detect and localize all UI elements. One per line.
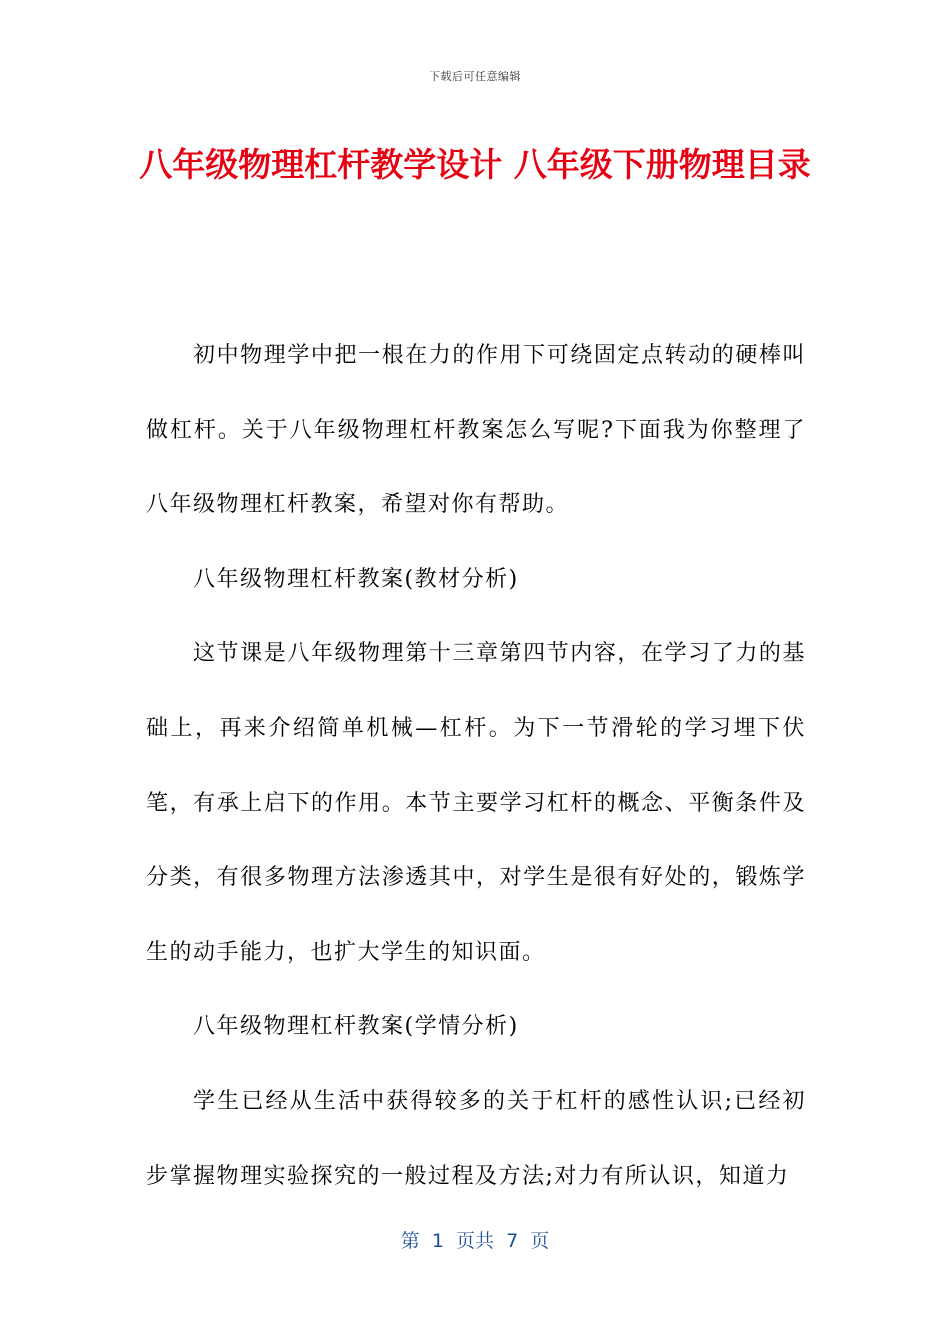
paragraph-textbook-analysis: 这节课是八年级物理第十三章第四节内容，在学习了力的基础上，再来介绍简单机械—杠杆。为下一节滑轮的学习埋下伏笔，有承上启下的作用。本节主要学习杠杆的概念、平衡条件及分类，有很多物理方法渗透其中，对学生是很有好处的，锻炼学生的动手能力，也扩大学生的知识面。 (146, 641, 806, 965)
header-note: 下载后可任意编辑 (429, 70, 521, 83)
document-body (146, 319, 806, 1214)
paragraph-heading-textbook-analysis: 八年级物理杠杆教案(教材分析) (193, 566, 519, 592)
paragraph-student-analysis: 学生已经从生活中获得较多的关于杠杆的感性认识;已经初步掌握物理实验探究的一般过程及方法;对力有所认识，知道力 (146, 1088, 806, 1189)
paragraph-heading-student-analysis: 八年级物理杠杆教案(学情分析) (193, 1014, 519, 1040)
page-number: 第 1 页共 7 页 (400, 1230, 550, 1252)
paragraph-intro: 初中物理学中把一根在力的作用下可绕固定点转动的硬棒叫做杠杆。关于八年级物理杠杆教案怎么写呢?下面我为你整理了八年级物理杠杆教案，希望对你有帮助。 (146, 343, 806, 518)
document-title: 八年级物理杠杆教学设计 八年级下册物理目录 (139, 145, 811, 184)
